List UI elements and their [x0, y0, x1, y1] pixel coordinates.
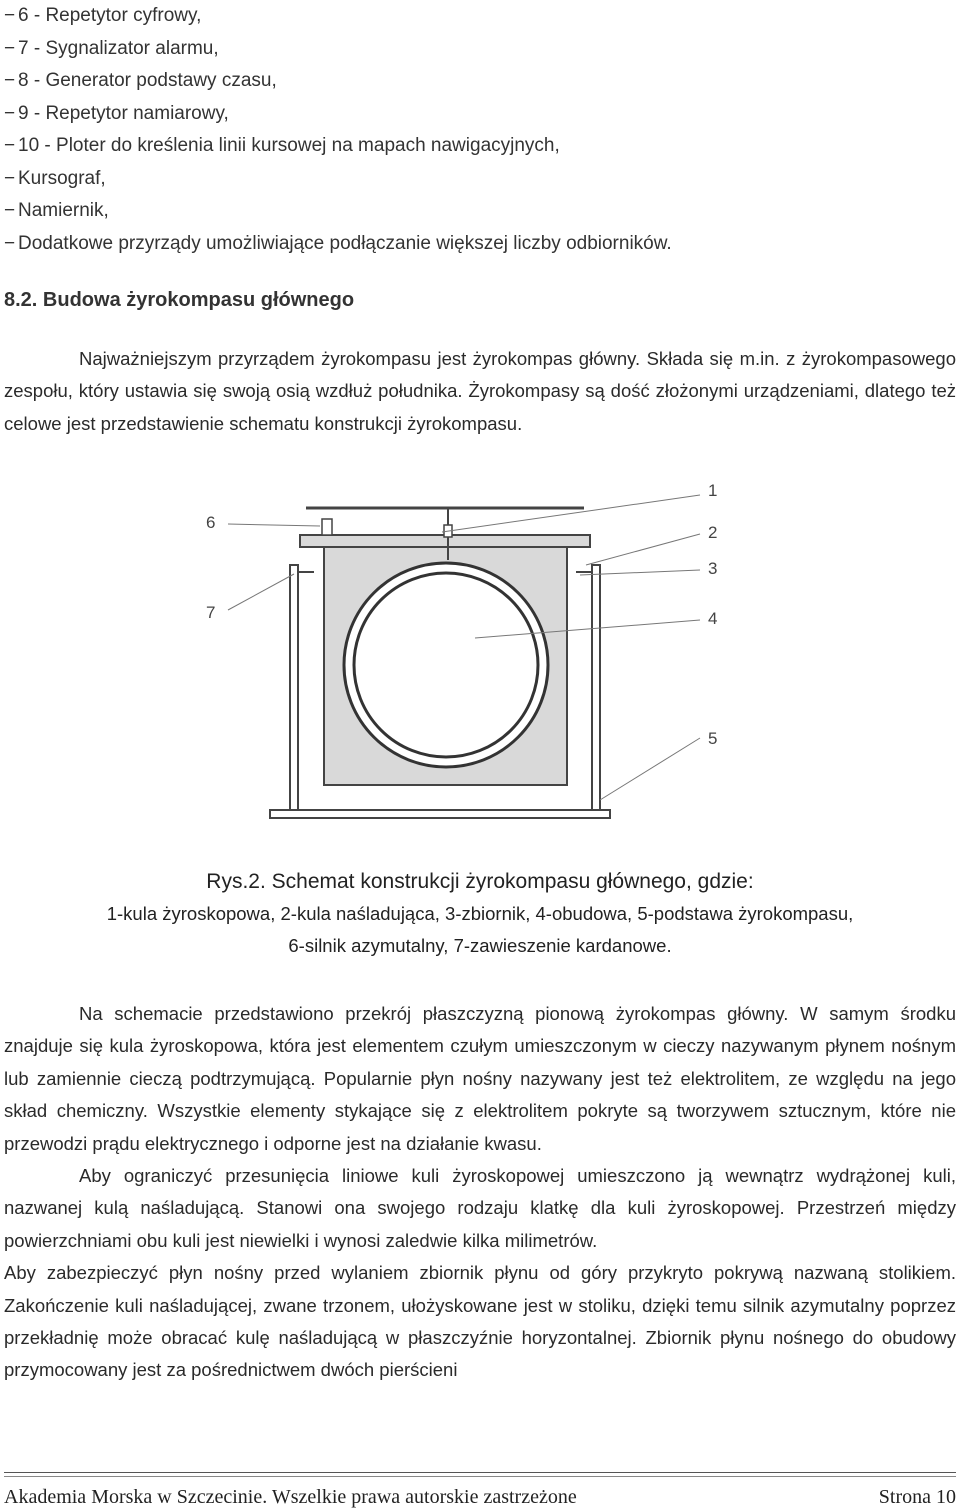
right-post	[592, 565, 600, 810]
list-item: − Kursograf,	[4, 167, 106, 189]
list-item: − 7 - Sygnalizator alarmu,	[4, 37, 219, 59]
intro-paragraph	[4, 343, 956, 440]
caption-title: Rys.2. Schemat konstrukcji żyrokompasu głównego, gdzie:	[206, 870, 754, 893]
label-3: 3	[708, 559, 718, 578]
left-post	[290, 565, 298, 810]
label-6: 6	[206, 513, 216, 532]
list-item: − 8 - Generator podstawy czasu,	[4, 70, 277, 91]
list-item: − Namiernik,	[4, 200, 109, 221]
caption-line-3: 6-silnik azymutalny, 7-zawieszenie kardanowe.	[288, 935, 672, 956]
intro-paragraph-text: Najważniejszym przyrządem żyrokompasu jest żyrokompas główny. Składa się m.in. z żyrokompasowego zespołu, który ustawia się swoją osią wzdłuż południka. Żyrokompasy są dość złożonymi urządzeniami, dlatego też celowe jest przedstawienie schematu konstrukcji żyrokompasu.	[4, 348, 956, 434]
label-1: 1	[708, 481, 718, 500]
equipment-list	[4, 0, 672, 260]
label-7: 7	[206, 603, 216, 622]
gyrocompass-schematic	[190, 470, 730, 830]
footer-rule-secondary	[4, 1476, 956, 1477]
caption-line-2: 1-kula żyroskopowa, 2-kula naśladująca, 3-zbiornik, 4-obudowa, 5-podstawa żyrokompasu,	[106, 903, 854, 924]
list-item: − 10 - Ploter do kreślenia linii kursowej na mapach nawigacyjnych,	[4, 135, 560, 156]
body-paragraph-2: Aby ograniczyć przesunięcia liniowe kuli żyroskopowej umieszczono ją wewnątrz wydrążonej kuli, nazwanej kulą naśladującą. Stanowi ona swojego rodzaju klatkę dla kuli żyroskopowej. Przestrzeń między powierzchniami obu kuli jest niewielki i wynosi zaledwie kilka milimetrów.	[4, 1165, 956, 1251]
footer-copyright: Akademia Morska w Szczecinie. Wszelkie prawa autorskie zastrzeżone	[4, 1486, 577, 1508]
body-paragraph-3: Aby zabezpieczyć płyn nośny przed wylaniem zbiornik płynu od góry przykryto pokrywą nazwaną stolikiem. Zakończenie kuli naśladującej, zwane trzonem, ułożyskowane jest w stoliku, dzięki temu silnik azymutalny poprzez przekładnię może obracać kulę naśladującą w płaszczyźnie horyzontalnej. Zbiornik płynu nośnego do obudowy przymocowany jest za pośrednictwem dwóch pierścieni	[4, 1262, 956, 1381]
base-platform	[270, 810, 610, 818]
label-5: 5	[708, 729, 718, 748]
gyrosphere	[354, 573, 538, 757]
footer-rule	[4, 1472, 956, 1473]
body-text	[4, 998, 956, 1387]
section-heading: 8.2. Budowa żyrokompasu głównego	[4, 289, 355, 311]
page-number: Strona 10	[878, 1486, 956, 1508]
list-item: − 9 - Repetytor namiarowy,	[4, 102, 229, 124]
body-paragraph-1: Na schemacie przedstawiono przekrój płaszczyzną pionową żyrokompas główny. W samym środku znajduje się kula żyroskopowa, która jest elementem czułym umieszczonym w cieczy nazywanym płynem nośnym lub zamiennie cieczą podtrzymującą. Popularnie płyn nośny nazywany jest też elektrolitem, ze względu na jego skład chemiczny. Wszystkie elementy stykające się z elektrolitem pokryte są tworzywem sztucznym, które nie przewodzi prądu elektrycznego i odporne jest na działanie kwasu.	[4, 1003, 956, 1154]
list-item: − Dodatkowe przyrządy umożliwiające podłączanie większej liczby odbiorników.	[4, 232, 672, 254]
label-2: 2	[708, 523, 718, 542]
label-4: 4	[708, 609, 718, 628]
figure-caption	[0, 866, 960, 962]
list-item: − 6 - Repetytor cyfrowy,	[4, 5, 202, 26]
azimuth-motor	[322, 519, 332, 535]
